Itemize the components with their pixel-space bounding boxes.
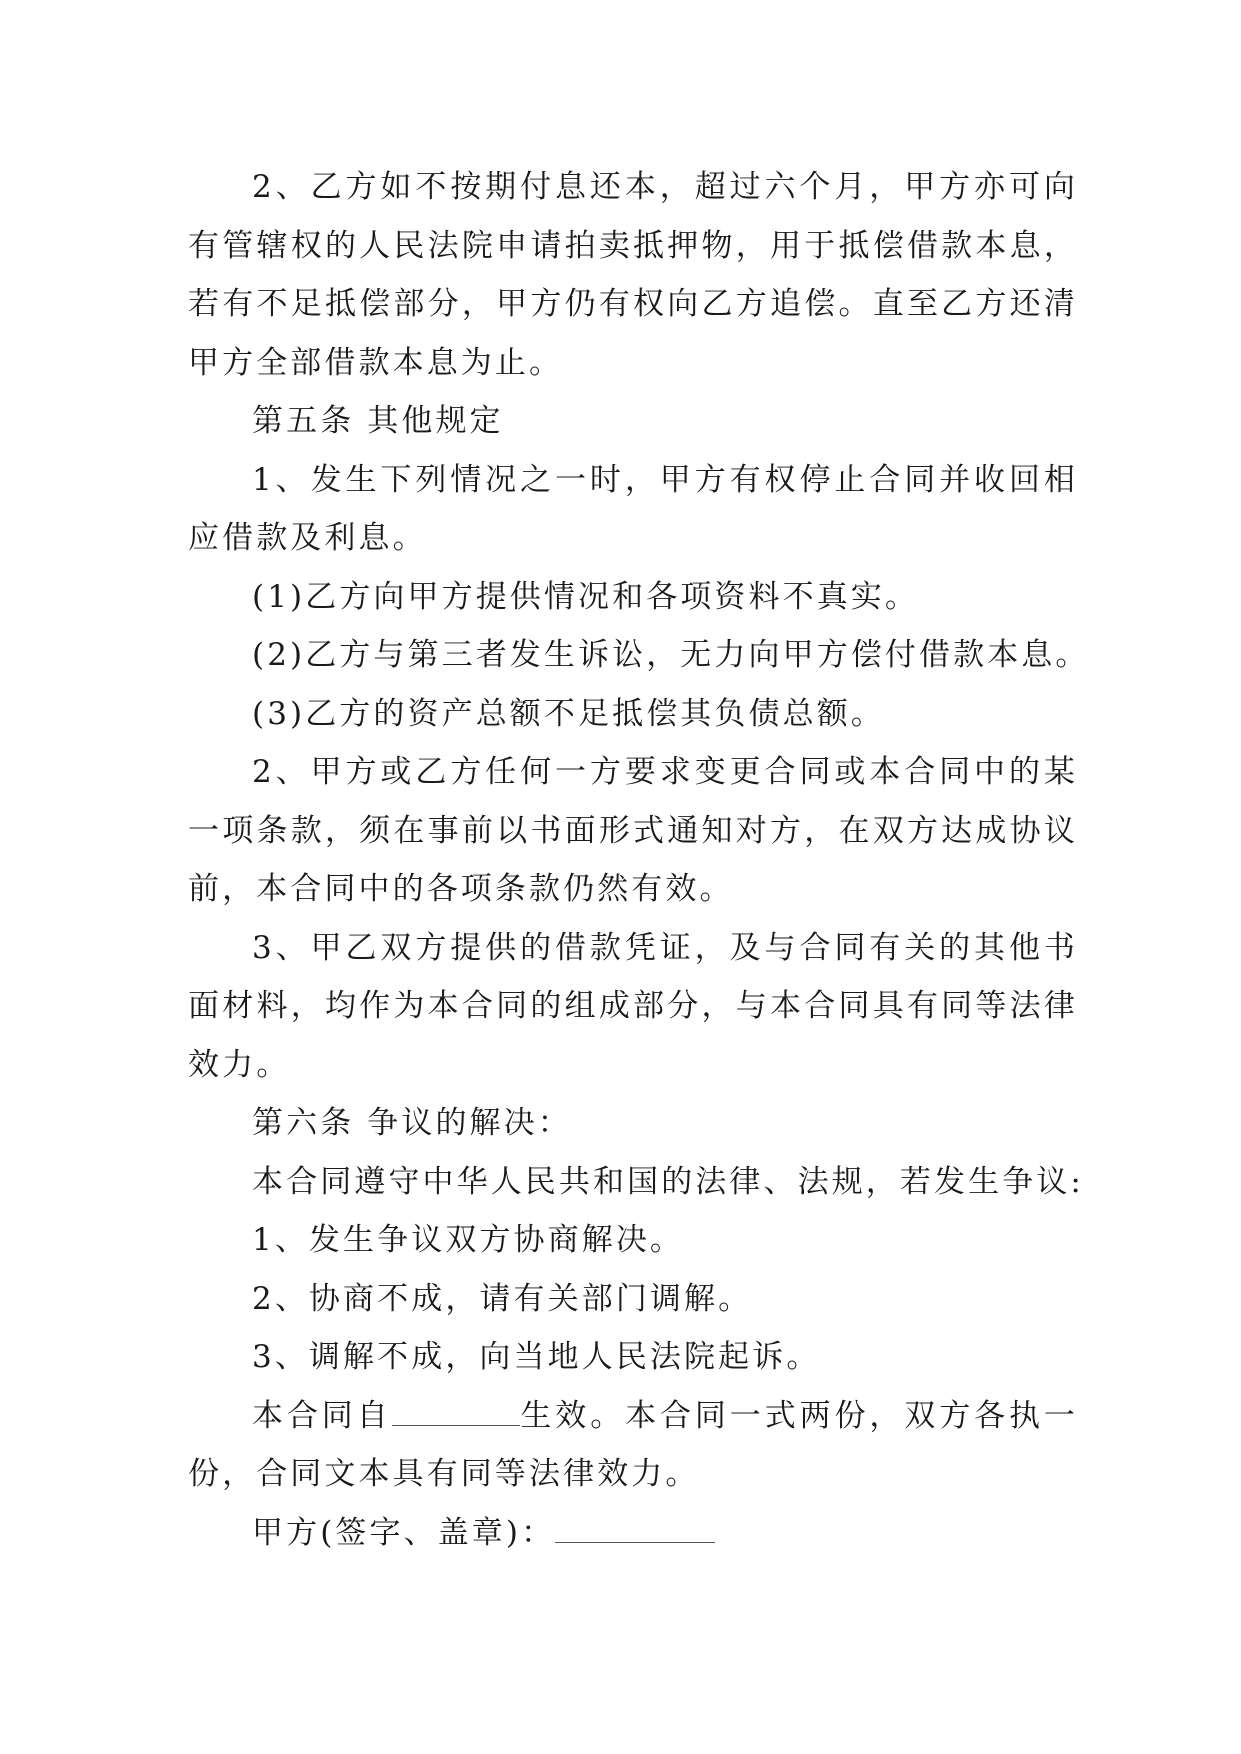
paragraph-clause5-2: 2、甲方或乙方任何一方要求变更合同或本合同中的某一项条款，须在事前以书面形式通知对方，在双方达成协议前，本合同中的各项条款仍然有效。 — [188, 754, 1078, 907]
paragraph-clause5-3: 3、甲乙双方提供的借款凭证，及与合同有关的其他书面材料，均作为本合同的组成部分，与本合同具有同等法律效力。 — [188, 929, 1078, 1083]
list-item-clause5-1-3: (3)乙方的资产总额不足抵偿其负债总额。 — [252, 695, 885, 732]
paragraph-article6-intro: 本合同遵守中华人民共和国的法律、法规，若发生争议: — [252, 1163, 1084, 1200]
signature-line-party-a — [188, 1504, 1078, 1563]
effective-clause-prefix: 本合同自 — [252, 1397, 392, 1434]
list-item-clause5-1-1: (1)乙方向甲方提供情况和各项资料不真实。 — [252, 578, 920, 615]
paragraph-effective-clause — [188, 1387, 1078, 1504]
list-item-clause6-1: 1、发生争议双方协商解决。 — [252, 1222, 685, 1258]
list-item-clause5-1-2: (2)乙方与第三者发生诉讼，无力向甲方偿付借款本息。 — [252, 637, 1090, 673]
list-item-clause6-2: 2、协商不成，请有关部门调解。 — [252, 1280, 753, 1317]
effective-clause-suffix: 生效。本合同一式两份，双方各执一份，合同文本具有同等法律效力。 — [188, 1397, 1078, 1492]
paragraph-clause5-1: 1、发生下列情况之一时，甲方有权停止合同并收回相应借款及利息。 — [188, 461, 1078, 556]
signature-label-party-a: 甲方(签字、盖章)： — [252, 1514, 556, 1551]
list-item-clause6-3: 3、调解不成，向当地人民法院起诉。 — [252, 1339, 821, 1375]
article6-heading: 第六条 争议的解决： — [252, 1105, 572, 1141]
signature-blank-party-a[interactable] — [555, 1512, 715, 1543]
article5-heading: 第五条 其他规定 — [252, 403, 504, 439]
document-body — [188, 158, 1090, 1562]
effective-date-blank[interactable] — [392, 1395, 520, 1426]
paragraph-clause4-2: 2、乙方如不按期付息还本，超过六个月，甲方亦可向有管辖权的人民法院申请拍卖抵押物，用于抵偿借款本息，若有不足抵偿部分，甲方仍有权向乙方追偿。直至乙方还清甲方全部借款本息为止。 — [188, 169, 1078, 381]
